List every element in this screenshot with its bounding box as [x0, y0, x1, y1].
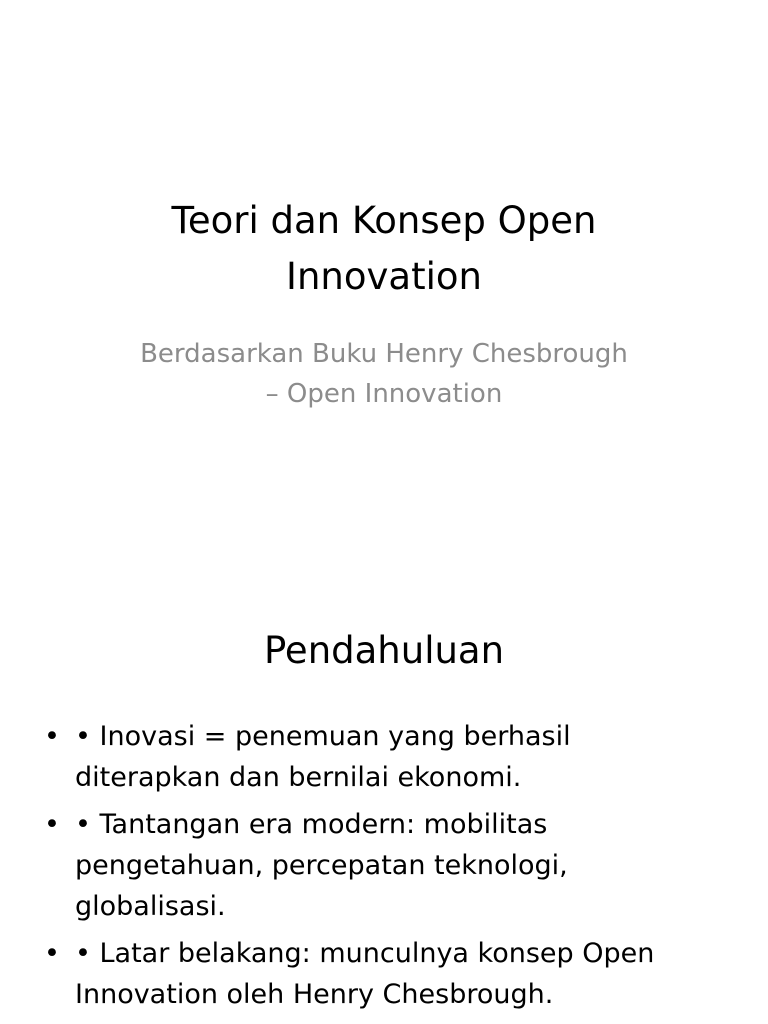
list-item	[0, 804, 695, 927]
slide-title-line-1: Teori dan Konsep Open	[171, 199, 597, 242]
slide-subtitle-line-1: Berdasarkan Buku Henry Chesbrough	[140, 339, 628, 369]
bullet-icon: •	[44, 938, 60, 969]
slide-title-line-2: Innovation	[286, 255, 482, 298]
slide-title	[60, 193, 708, 305]
content-slide	[0, 576, 768, 1024]
slide-subtitle	[90, 334, 678, 414]
bullet-text: • Tantangan era modern: mobilitas pengetahuan, percepatan teknologi, globalisasi.	[75, 809, 568, 922]
section-title: Pendahuluan	[263, 629, 505, 672]
bullet-text: • Inovasi = penemuan yang berhasil diterapkan dan bernilai ekonomi.	[75, 721, 571, 793]
bullet-text: • Latar belakang: munculnya konsep Open Innovation oleh Henry Chesbrough.	[75, 938, 655, 1010]
bullet-icon: •	[44, 721, 60, 752]
list-item	[0, 933, 695, 1015]
slide-subtitle-line-2: – Open Innovation	[265, 379, 503, 409]
bullet-list	[0, 716, 768, 1021]
bullet-icon: •	[44, 809, 60, 840]
list-item	[0, 716, 695, 798]
